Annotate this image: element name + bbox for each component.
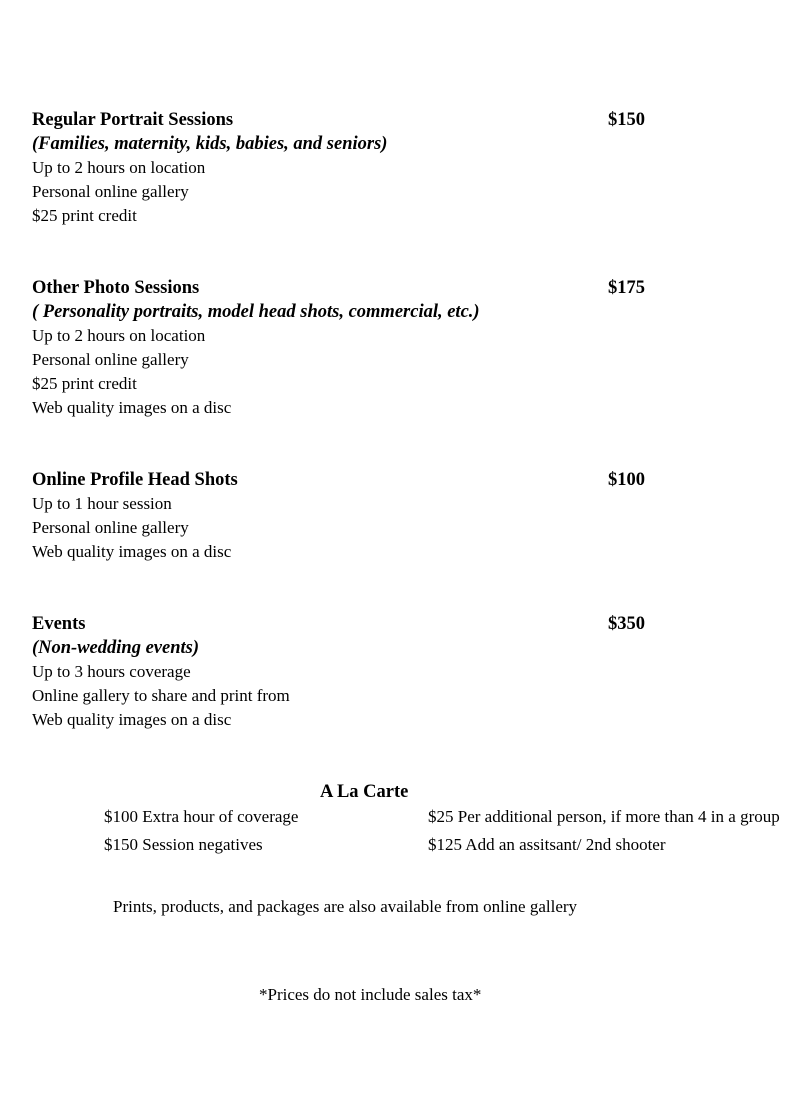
session-item: Up to 3 hours coverage (32, 662, 191, 681)
session-item: $25 print credit (32, 206, 137, 225)
session-item: Up to 2 hours on location (32, 326, 206, 345)
session-subtitle: (Families, maternity, kids, babies, and seniors) (32, 134, 388, 154)
session-item: Web quality images on a disc (32, 542, 232, 561)
session-item: Up to 2 hours on location (32, 158, 206, 177)
session-item: Up to 1 hour session (32, 494, 172, 513)
tax-note: *Prices do not include sales tax* (259, 985, 482, 1004)
session-title: Events (32, 614, 86, 634)
a-la-carte-item: $100 Extra hour of coverage (104, 807, 299, 826)
session-item: $25 print credit (32, 374, 137, 393)
session-item: Personal online gallery (32, 518, 189, 537)
session-title: Online Profile Head Shots (32, 470, 238, 490)
session-item: Online gallery to share and print from (32, 686, 290, 705)
session-events (32, 612, 672, 732)
session-item: Web quality images on a disc (32, 710, 232, 729)
session-other-photo (32, 276, 672, 420)
session-title: Regular Portrait Sessions (32, 110, 234, 130)
session-subtitle: ( Personality portraits, model head shots, commercial, etc.) (32, 302, 480, 322)
session-regular-portrait (32, 108, 672, 228)
session-item: Web quality images on a disc (32, 398, 232, 417)
session-price: $350 (608, 614, 645, 634)
session-subtitle: (Non-wedding events) (32, 638, 199, 658)
session-price: $150 (608, 110, 645, 130)
session-item: Personal online gallery (32, 350, 189, 369)
session-title: Other Photo Sessions (32, 278, 200, 298)
a-la-carte-title: A La Carte (320, 782, 409, 802)
session-online-profile (32, 468, 672, 564)
session-price: $175 (608, 278, 645, 298)
a-la-carte-item: $125 Add an assitsant/ 2nd shooter (428, 835, 666, 854)
a-la-carte-item: $150 Session negatives (104, 835, 263, 854)
session-item: Personal online gallery (32, 182, 189, 201)
session-price: $100 (608, 470, 645, 490)
prints-note: Prints, products, and packages are also available from online gallery (113, 897, 578, 916)
a-la-carte-item: $25 Per additional person, if more than 4 in a group (428, 807, 780, 826)
